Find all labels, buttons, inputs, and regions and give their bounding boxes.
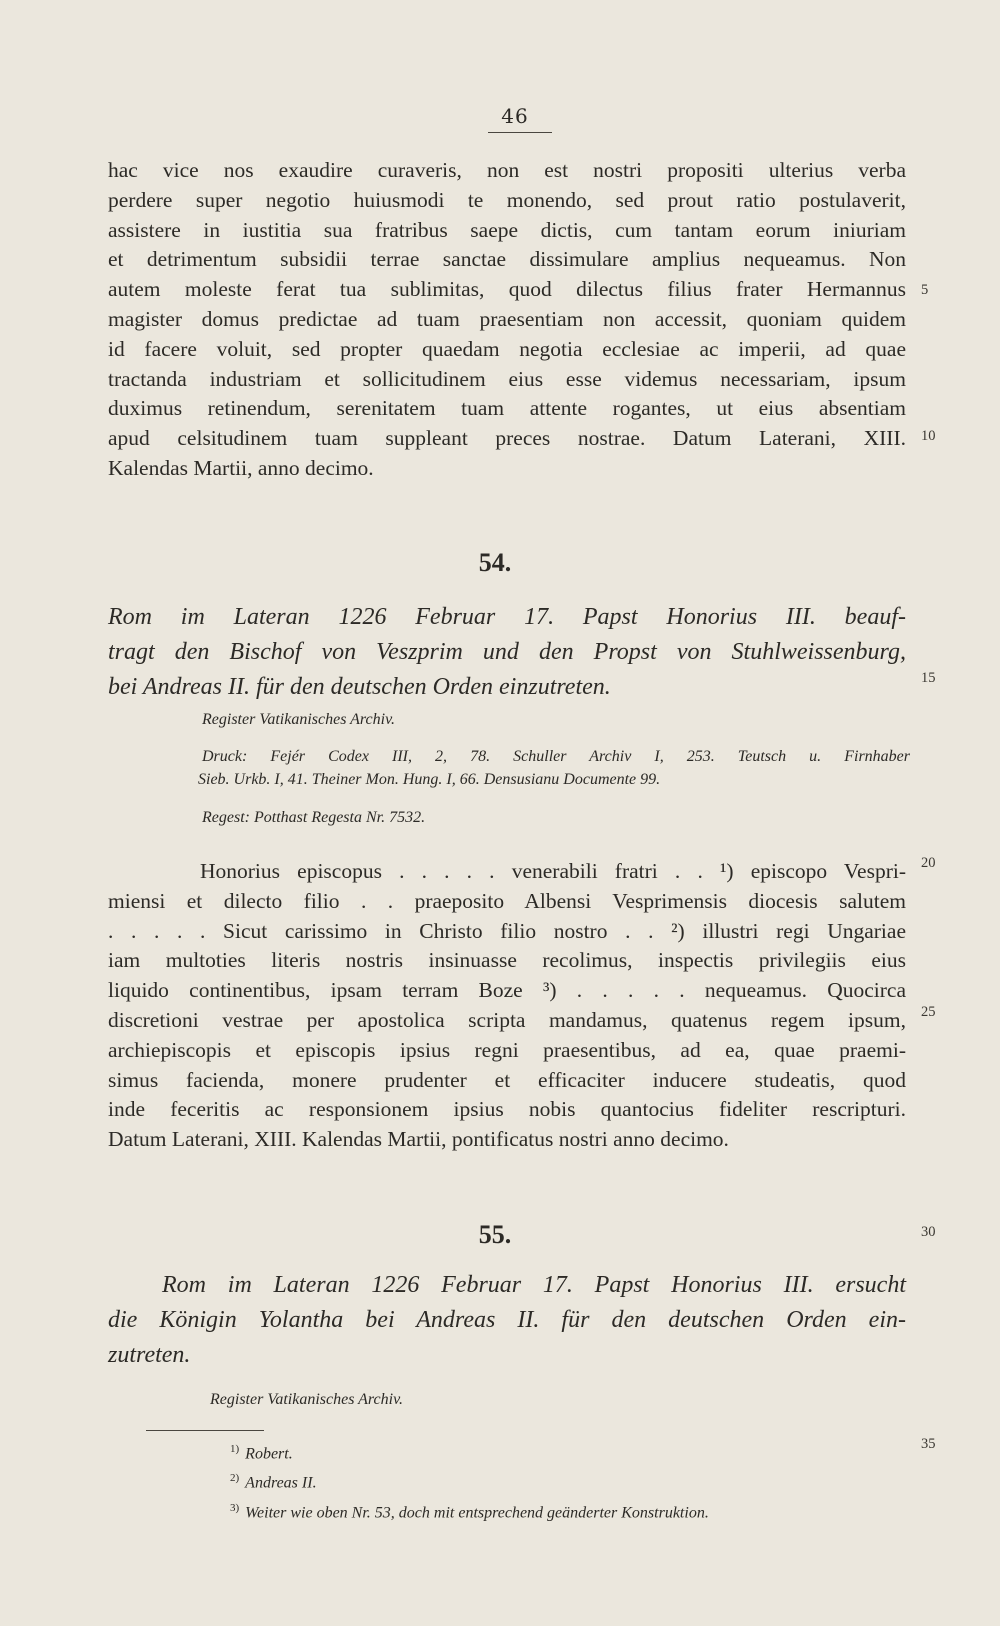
text-line: simus facienda, monere prudenter et efficaciter inducere studeatis, quod (108, 1067, 906, 1092)
document-number-55: 55. (478, 1220, 512, 1249)
heading-line: Rom im Lateran 1226 Februar 17. Papst Honorius III. beauf- (108, 604, 906, 630)
footnote (230, 1437, 910, 1466)
margin-line-number: 20 (921, 855, 936, 871)
text-line: apud celsitudinem tuam suppleant preces nostrae. Datum Laterani, XIII. (108, 426, 906, 451)
text-line: iam multoties literis nostris insinuasse recolimus, inspectis privilegiis eius (108, 948, 906, 973)
druck-line: Druck: Fejér Codex III, 2, 78. Schuller Archiv I, 253. Teutsch u. Firnhaber (202, 748, 910, 765)
footnote-mark: 2) (230, 1472, 240, 1485)
source-note-54: Register Vatikanisches Archiv. (202, 711, 395, 728)
text-line: perdere super negotio huiusmodi te monendo, sed prout ratio postulaverit, (108, 187, 906, 212)
regest-note-54: Regest: Potthast Regesta Nr. 7532. (202, 809, 426, 826)
source-note-55: Register Vatikanisches Archiv. (210, 1391, 403, 1408)
text-line: discretioni vestrae per apostolica scripta mandamus, quatenus regem ipsum, (108, 1007, 906, 1032)
document-heading-55 (108, 1268, 906, 1373)
footnote (230, 1496, 910, 1525)
text-line: inde feceritis ac responsionem ipsius nobis quantocius fideliter rescripturi. (108, 1097, 906, 1122)
heading-line: bei Andreas II. für den deutschen Orden einzutreten. (108, 674, 611, 700)
margin-line-number: 25 (921, 1004, 936, 1020)
footnote-mark: 3) (230, 1501, 240, 1514)
margin-line-number: 10 (921, 428, 936, 444)
text-line: Honorius episcopus . . . . . venerabili fratri . . ¹) episcopo Vespri- (200, 859, 906, 883)
heading-line: zutreten. (108, 1342, 191, 1368)
margin-line-number: 30 (921, 1224, 936, 1240)
margin-line-number: 5 (921, 282, 929, 298)
heading-line: tragt den Bischof von Veszprim und den Propst von Stuhlweissenburg, (108, 639, 906, 665)
text-line: tractanda industriam et sollicitudinem eius esse videmus necessariam, ipsum (108, 366, 906, 391)
text-line: liquido continentibus, ipsam terram Boze ³) . . . . . nequeamus. Quocirca (108, 978, 906, 1003)
text-line: magister domus predictae ad tuam praesentiam non accessit, quoniam quidem (108, 306, 906, 331)
text-line: miensi et dilecto filio . . praeposito Albensi Vesprimensis diocesis salutem (108, 888, 906, 913)
text-line: . . . . . Sicut carissimo in Christo filio nostro . . ²) illustri regi Ungariae (108, 918, 906, 943)
text-line: et detrimentum subsidii terrae sanctae dissimulare amplius nequeamus. Non (108, 247, 906, 272)
margin-line-number: 35 (921, 1436, 936, 1452)
druck-note-54 (198, 745, 910, 791)
text-line: assistere in iustitia sua fratribus saepe dictis, cum tantam eorum iniuriam (108, 217, 906, 242)
document-number-54: 54. (478, 548, 512, 577)
document-text-54 (108, 857, 906, 1155)
text-line: hac vice nos exaudire curaveris, non est nostri propositi ulterius verba (108, 158, 906, 182)
text-line: autem moleste ferat tua sublimitas, quod dilectus filius frater Hermannus (108, 277, 906, 302)
text-line: archiepiscopis et episcopis ipsius regni praesentibus, ad ea, quae praemi- (108, 1037, 906, 1062)
document-heading-54 (108, 600, 906, 705)
heading-line: Rom im Lateran 1226 Februar 17. Papst Honorius III. ersucht (162, 1272, 906, 1298)
footnote-text: Andreas II. (245, 1474, 317, 1492)
footnote-rule (146, 1430, 264, 1431)
text-line: Kalendas Martii, anno decimo. (108, 455, 374, 480)
page-number-rule (488, 132, 552, 133)
footnote-text: Robert. (245, 1445, 293, 1463)
druck-line: Sieb. Urkb. I, 41. Theiner Mon. Hung. I, 66. Densusianu Documente 99. (198, 771, 661, 788)
page-number: 46 (501, 104, 529, 128)
text-line: id facere voluit, sed propter quaedam negotia ecclesiae ac imperii, ad quae (108, 336, 906, 361)
heading-line: die Königin Yolantha bei Andreas II. für den deutschen Orden ein- (108, 1307, 906, 1333)
text-line: Datum Laterani, XIII. Kalendas Martii, pontificatus nostri anno decimo. (108, 1127, 729, 1152)
continuation-text (108, 156, 906, 484)
footnotes (230, 1437, 910, 1525)
margin-line-number: 15 (921, 670, 936, 686)
text-line: duximus retinendum, serenitatem tuam attente rogantes, ut eius absentiam (108, 396, 906, 421)
footnote (230, 1466, 910, 1495)
footnote-mark: 1) (230, 1443, 240, 1455)
footnote-text: Weiter wie oben Nr. 53, doch mit entsprechend geänderter Konstruktion. (245, 1503, 709, 1521)
